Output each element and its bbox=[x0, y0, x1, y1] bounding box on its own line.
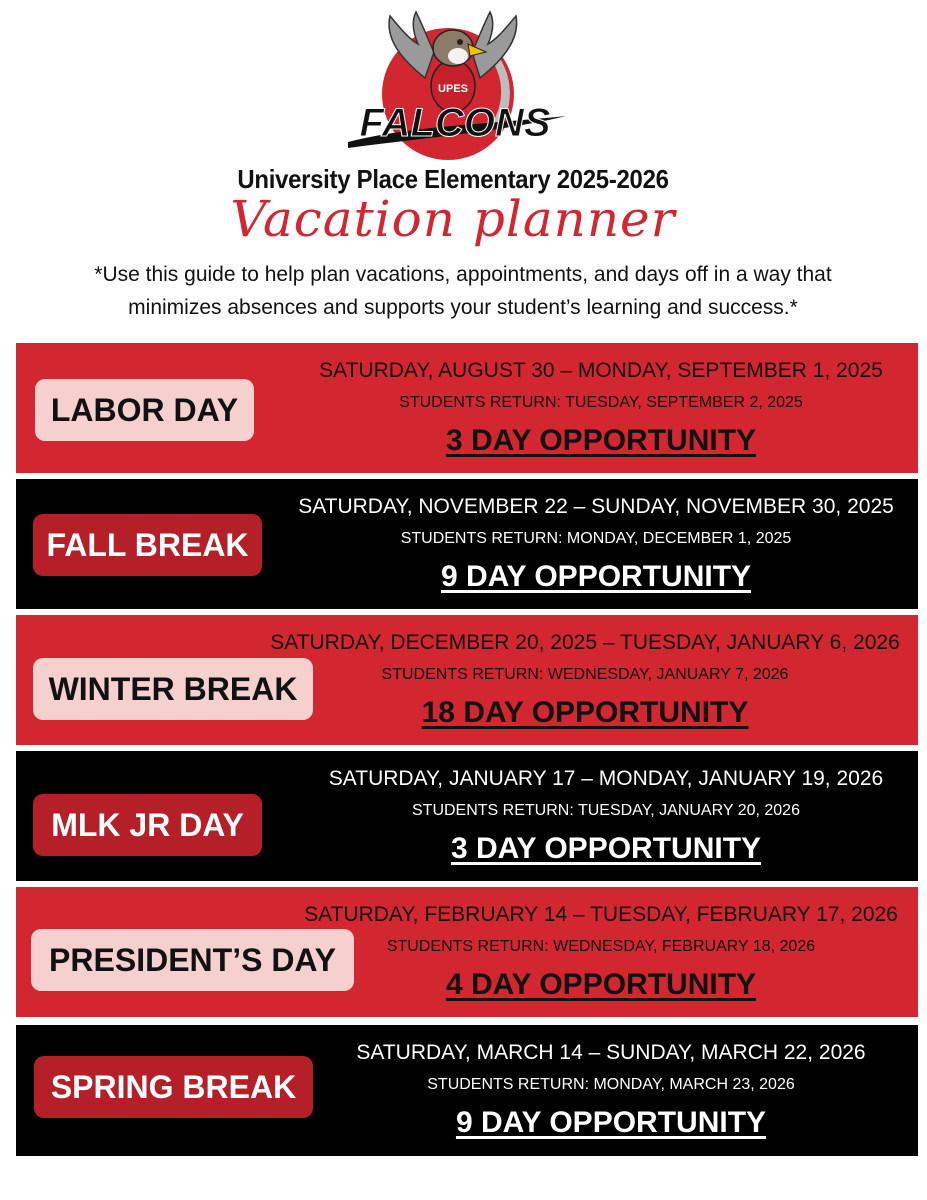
break-opportunity: 18 DAY OPPORTUNITY bbox=[421, 696, 749, 729]
break-return-date: STUDENTS RETURN: WEDNESDAY, JANUARY 7, 2026 bbox=[381, 666, 789, 683]
logo-badge: UPES bbox=[438, 83, 468, 95]
break-date-range: SATURDAY, FEBRUARY 14 – TUESDAY, FEBRUARY 17, 2026 bbox=[304, 903, 898, 926]
school-title: University Place Elementary 2025-2026 bbox=[237, 164, 669, 194]
break-name-label: MLK JR DAY bbox=[33, 794, 262, 856]
break-info bbox=[316, 1025, 906, 1155]
break-name-label: WINTER BREAK bbox=[33, 658, 313, 720]
break-info bbox=[286, 887, 916, 1017]
logo-wordmark: FALCONS bbox=[359, 101, 551, 145]
intro-line-2: minimizes absences and supports your student’s learning and success.* bbox=[128, 296, 798, 319]
break-row bbox=[16, 751, 918, 881]
break-info bbox=[306, 751, 906, 881]
falcons-logo bbox=[330, 8, 580, 166]
break-opportunity: 4 DAY OPPORTUNITY bbox=[445, 968, 757, 1001]
break-name-label: FALL BREAK bbox=[33, 514, 262, 576]
break-row bbox=[16, 343, 918, 473]
break-name-label: SPRING BREAK bbox=[34, 1056, 313, 1118]
break-return-date: STUDENTS RETURN: MONDAY, MARCH 23, 2026 bbox=[427, 1076, 795, 1093]
break-name-label: PRESIDENT’S DAY bbox=[31, 929, 354, 991]
intro-text bbox=[20, 258, 906, 324]
break-return-date: STUDENTS RETURN: TUESDAY, SEPTEMBER 2, 2025 bbox=[399, 394, 803, 411]
page-title: Vacation planner bbox=[230, 190, 676, 248]
break-date-range: SATURDAY, MARCH 14 – SUNDAY, MARCH 22, 2026 bbox=[356, 1041, 866, 1064]
break-row bbox=[16, 479, 918, 609]
break-info bbox=[276, 479, 916, 609]
break-opportunity: 3 DAY OPPORTUNITY bbox=[450, 832, 762, 865]
break-date-range: SATURDAY, AUGUST 30 – MONDAY, SEPTEMBER 1, 2025 bbox=[319, 359, 883, 382]
intro-line-1: *Use this guide to help plan vacations, appointments, and days off in a way that bbox=[94, 263, 832, 286]
break-row bbox=[16, 1025, 918, 1156]
break-date-range: SATURDAY, DECEMBER 20, 2025 – TUESDAY, JANUARY 6, 2026 bbox=[270, 631, 900, 654]
break-date-range: SATURDAY, JANUARY 17 – MONDAY, JANUARY 19, 2026 bbox=[328, 767, 884, 790]
break-info bbox=[306, 343, 896, 473]
break-row bbox=[16, 887, 918, 1017]
break-return-date: STUDENTS RETURN: TUESDAY, JANUARY 20, 2026 bbox=[412, 802, 800, 819]
break-name-label: LABOR DAY bbox=[35, 379, 254, 441]
break-opportunity: 9 DAY OPPORTUNITY bbox=[440, 560, 752, 593]
break-opportunity: 9 DAY OPPORTUNITY bbox=[455, 1106, 767, 1139]
break-return-date: STUDENTS RETURN: MONDAY, DECEMBER 1, 2025 bbox=[400, 530, 792, 547]
break-date-range: SATURDAY, NOVEMBER 22 – SUNDAY, NOVEMBER 30, 2025 bbox=[298, 495, 894, 518]
break-info bbox=[244, 615, 926, 745]
break-return-date: STUDENTS RETURN: WEDNESDAY, FEBRUARY 18, 2026 bbox=[386, 938, 816, 955]
break-row bbox=[16, 615, 918, 745]
break-opportunity: 3 DAY OPPORTUNITY bbox=[445, 424, 757, 457]
